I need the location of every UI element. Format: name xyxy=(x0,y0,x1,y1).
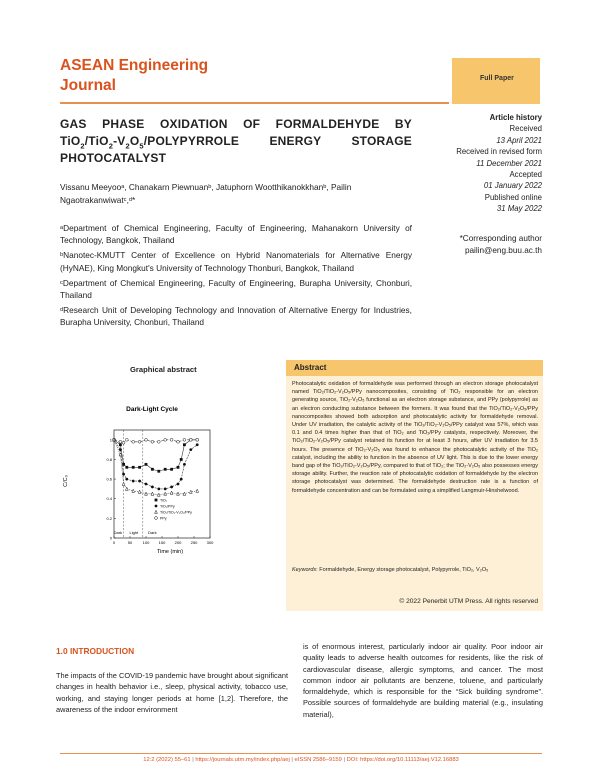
data-point xyxy=(151,440,154,443)
legend-label: TiO₂/TiO₂-V₂O₅/PPy xyxy=(160,510,192,515)
affiliation-b: ᵇNanotec-KMUTT Center of Excellence on Hybrid Nanomaterials for Alternative Energy (HyNAE), King Mongkut's University of Technology Thonburi, Bangkok, Thailand xyxy=(60,250,412,273)
published-date: 31 May 2022 xyxy=(496,204,542,214)
data-point xyxy=(183,443,186,446)
legend-label: TiO₂ xyxy=(160,498,168,503)
corresponding-author xyxy=(432,233,542,257)
footer-doi[interactable]: DOI: https://doi.org/10.11113/aej.V12.16883 xyxy=(346,757,459,763)
copyright: © 2022 Penerbit UTM Press. All rights reserved xyxy=(399,598,538,605)
received-date: 13 April 2021 xyxy=(496,135,542,145)
y-tick-label: 0.4 xyxy=(106,496,112,502)
chart-title: Dark-Light Cycle xyxy=(126,406,178,413)
data-point xyxy=(183,463,186,466)
dark-light-cycle-chart xyxy=(60,378,225,558)
revised-date: 11 December 2021 xyxy=(476,158,542,168)
data-point xyxy=(183,438,186,441)
footer: 12:2 (2022) 55–61 | https://journals.utm.my/index.php/aej | eISSN 2586–9159 | DOI: https://doi.org/10.11113/aej.V12.16883 xyxy=(143,757,459,763)
article-history xyxy=(440,112,542,215)
y-tick-label: 0.8 xyxy=(106,456,112,462)
data-point xyxy=(119,440,122,443)
footer-url[interactable]: https://journals.utm.my/index.php/aej xyxy=(195,757,290,763)
data-point xyxy=(132,440,135,443)
footer-rule xyxy=(60,753,542,754)
affiliation-d: ᵈResearch Unit of Developing Technology and Innovation of Alternative Energy for Industries, Burapha University, Chonburi, Thailand xyxy=(60,305,412,328)
data-point xyxy=(189,438,192,441)
received-label: Received xyxy=(509,124,542,134)
revised-label: Received in revised form xyxy=(456,147,542,157)
header-rule xyxy=(60,102,449,104)
journal-title xyxy=(60,56,260,96)
history-heading: Article history xyxy=(489,113,542,122)
y-tick-label: 0.2 xyxy=(106,515,112,521)
data-point xyxy=(119,443,122,446)
accepted-date: 01 January 2022 xyxy=(483,181,542,191)
chart-x-label: Time (min) xyxy=(156,549,184,555)
author-list: Vissanu Meeyooᵃ, Chanakarn Piewnuanᵇ, Jatuphorn Wootthikanokkhanᵇ, Pailin Ngaotrakanwiwatᶜ,ᵈ* xyxy=(60,182,352,205)
data-point xyxy=(125,466,128,469)
x-tick-label: 300 xyxy=(206,540,214,545)
abstract-heading: Abstract xyxy=(294,363,327,372)
footer-volume: 12:2 (2022) 55–61 xyxy=(143,757,191,763)
x-tick-label: 200 xyxy=(174,540,182,545)
data-point xyxy=(155,505,158,508)
corresponding-label: *Corresponding author xyxy=(459,234,542,243)
x-tick-label: 100 xyxy=(142,540,150,545)
data-point xyxy=(177,483,180,486)
data-point xyxy=(132,480,135,483)
abstract-header xyxy=(286,360,543,376)
keywords xyxy=(292,566,538,574)
chart-y-label: C/C₀ xyxy=(63,475,69,487)
legend-label: TiO₂/PPy xyxy=(160,504,175,509)
x-tick-label: 50 xyxy=(127,540,133,545)
y-tick-label: 1 xyxy=(109,437,112,443)
region-label: Dark xyxy=(148,530,157,535)
data-point xyxy=(145,463,148,466)
data-point xyxy=(164,438,167,441)
region-label: Dark xyxy=(113,530,123,535)
data-point xyxy=(125,438,128,441)
data-point xyxy=(170,468,173,471)
published-label: Published online xyxy=(484,192,542,202)
intro-text-right: is of enormous interest, particularly indoor air quality. Poor indoor air quality leads to adverse health outcomes for residents, like the risk of cardiovascular disease, allergic symptoms, and cancer. The most common indoor air pollutants are benzene, toluene, and particularly formaldehyde, which is responsible for the “Sick building syndrome”. Possible sources of formaldehyde are building material (e.g., insulating material), xyxy=(303,642,543,719)
x-tick-label: 0 xyxy=(112,540,116,545)
chart-frame xyxy=(60,378,225,558)
data-point xyxy=(180,458,183,461)
y-tick-label: 0 xyxy=(109,535,112,541)
paper-title: GAS PHASE OXIDATION OF FORMALDEHYDE BY $TiO_2/TiO_2-V_2O_5$/POLYPYRROLE ENERGY STORAGE PHOTOCATALYST xyxy=(60,117,412,165)
data-point xyxy=(170,438,173,441)
x-tick-label: 250 xyxy=(190,540,198,545)
data-point xyxy=(196,443,199,446)
affiliations xyxy=(60,222,412,332)
section-heading-introduction: 1.0 INTRODUCTION xyxy=(56,646,135,656)
data-point xyxy=(164,488,167,491)
data-point xyxy=(189,448,192,451)
data-point xyxy=(196,438,199,441)
data-point xyxy=(151,486,154,489)
data-point xyxy=(145,438,148,441)
data-point xyxy=(151,468,154,471)
intro-text-left: The impacts of the COVID-19 pandemic have brought about significant changes in health behavior i.e., sleep, physical activity, tobacco use, working, and staying longer periods at home [1,2]. Therefore, the awareness of the indoor environment xyxy=(56,671,288,714)
data-point xyxy=(177,466,180,469)
data-point xyxy=(125,478,128,481)
data-point xyxy=(138,440,141,443)
keywords-label: Keywords xyxy=(292,567,317,573)
data-point xyxy=(170,486,173,489)
affiliation-a: ᵃDepartment of Chemical Engineering, Faculty of Engineering, Mahanakorn University of Technology, Bangkok, Thailand xyxy=(60,223,412,246)
data-point xyxy=(180,478,183,481)
data-point xyxy=(138,480,141,483)
data-point xyxy=(157,470,160,473)
journal-name-line1: ASEAN Engineering xyxy=(60,57,209,74)
data-point xyxy=(145,483,148,486)
data-point xyxy=(155,517,158,520)
affiliation-c: ᶜDepartment of Chemical Engineering, Faculty of Engineering, Burapha University, Chonburi, Thailand xyxy=(60,277,412,301)
data-point xyxy=(119,448,122,451)
data-point xyxy=(157,440,160,443)
full-paper-label: Full Paper xyxy=(480,75,514,82)
keywords-list: : Formaldehyde, Energy storage photocatalyst, Polypyrrole, TiO₂, V₂O₅ xyxy=(316,567,489,573)
data-point xyxy=(157,488,160,491)
data-point xyxy=(138,466,141,469)
x-tick-label: 150 xyxy=(158,540,166,545)
data-point xyxy=(122,441,125,444)
corresponding-email[interactable]: pailin@eng.buu.ac.th xyxy=(464,245,542,255)
data-point xyxy=(132,466,135,469)
legend-label: PPy xyxy=(160,516,167,521)
region-label: Light xyxy=(129,530,139,535)
abstract-body: Photocatalytic oxidation of formaldehyde was performed through an electron storage photocatalyst named TiO₂/TiO₂-V₂O₅/PPy nanocomposites, consisting of TiO₂ responsible for an electron generating source, TiO₂-V₂O₅ functional as an electron storage substance, and PPy (polypyrrole) as an electron conducting substance between the formers. It was found that the TiO₂/TiO₂-V₂O₅/PPy nanocomposites showed both adsorption and photocatalytic activity for formaldehyde removal. Under UV irradiation, the catalytic activity of the TiO₂/TiO₂-V₂O₅/PPy catalyst was 57%, which was 0.1 and 0.4 times higher than that of TiO₂ and TiO₂/PPy catalysts, respectively. Moreover, the TiO₂/TiO₂-V₂O₅/PPy catalyst retained its function for at least 3 hours, after UV irradiation for 3.5 hours. The presence of TiO₂-V₂O₅ was found to enhance the photocatalytic activity of the TiO₂ catalyst, including the ability to function in the absence of UV light. This is due to the lower energy band gap of the TiO₂/TiO₂-V₂O₅/PPy, compared to that of TiO₂; the TiO₂-V₂O₅ also possesses energy storage ability. Further, the reaction rate of photocatalytic oxidation of formaldehyde by the electron storage photocatalyst was determined. The formaldehyde destruction rate is a function of formaldehyde concentration and can be formulated using a simplified Langmuir-Hinshelwood. xyxy=(292,381,538,494)
accepted-label: Accepted xyxy=(509,170,542,180)
data-point xyxy=(177,440,180,443)
graphical-abstract-label: Graphical abstract xyxy=(130,365,197,374)
footer-issn: eISSN 2586–9159 xyxy=(294,757,342,763)
journal-name-line2: Journal xyxy=(60,77,116,94)
data-point xyxy=(164,468,167,471)
full-paper-badge xyxy=(452,58,540,104)
y-tick-label: 0.6 xyxy=(106,476,112,482)
data-point xyxy=(155,499,158,502)
